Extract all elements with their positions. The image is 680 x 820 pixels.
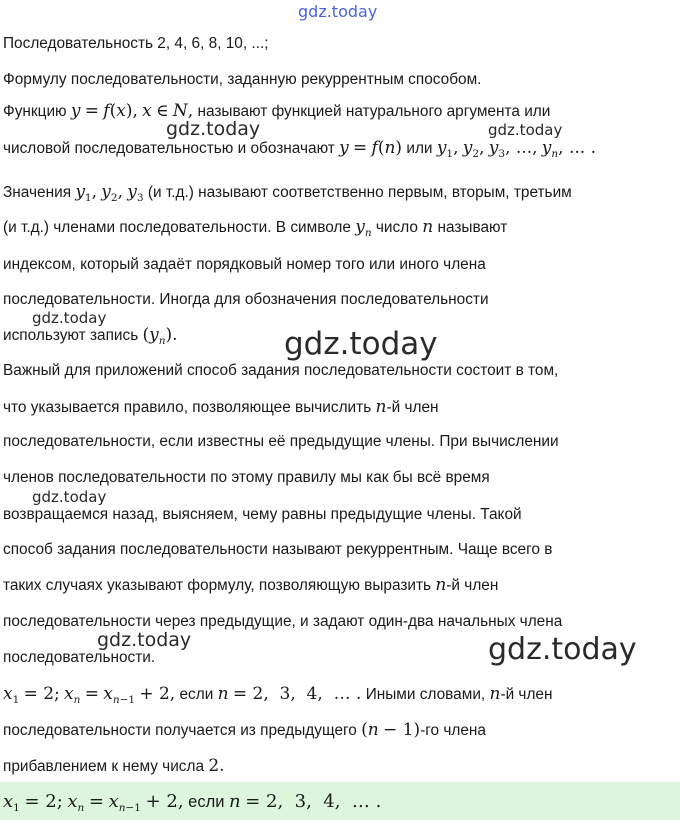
- text: число: [375, 219, 418, 236]
- text: -й член: [386, 399, 439, 416]
- line-11: что указывается правило, позволяющее вычислить n-й член: [3, 397, 439, 417]
- watermark: gdz.today: [32, 488, 107, 506]
- text: -й член: [446, 577, 499, 594]
- text: Иными словами,: [365, 686, 486, 703]
- text: Значения: [3, 184, 72, 201]
- line-1: [3, 34, 269, 54]
- text: последовательности, если известны её предыдущие члены. При вычислении: [3, 433, 559, 450]
- text: (и т.д.) членами последовательности. В символе: [3, 219, 351, 236]
- text: возвращаемся назад, выясняем, чему равны предыдущие члены. Такой: [3, 506, 522, 523]
- text: последовательности. Иногда для обозначения последовательности: [3, 291, 489, 308]
- line-2: [3, 70, 481, 90]
- text: используют запись: [3, 327, 139, 344]
- text: называют функцией натурального аргумента или: [197, 103, 551, 120]
- answer-line: $x_1 = 2$; $x_n = x_{n-1} + 2$, если n = 2, 3, 4, … .: [3, 791, 382, 814]
- text: -й член: [500, 686, 553, 703]
- text: если: [179, 686, 214, 703]
- text: называют: [437, 219, 508, 236]
- watermark-large: gdz.today: [488, 632, 637, 667]
- line-20: последовательности получается из предыдущего (n − 1)-го члена: [3, 720, 486, 740]
- line-19: $x_1 = 2$; $x_n = x_{n-1} + 2$, если n = 2, 3, 4, … . Иными словами, n-й член: [3, 684, 553, 706]
- line-15: [3, 540, 552, 560]
- line-8: [3, 290, 489, 310]
- text: что указывается правило, позволяющее вычислить: [3, 399, 372, 416]
- watermark: gdz.today: [488, 121, 563, 139]
- text: Функцию: [3, 103, 67, 120]
- text: прибавлением к нему числа: [3, 758, 205, 775]
- line-4: числовой последовательностью и обозначают y = f(n) или $y_1$, $y_2$, $y_3$, ..., $y_n$, ... .: [3, 138, 596, 160]
- line-14: [3, 505, 522, 525]
- watermark: gdz.today: [97, 629, 192, 651]
- line-3: Функцию y = f(x), x ∈ N, называют функцией натурального аргумента или: [3, 101, 551, 121]
- text: способ задания последовательности называют рекуррентным. Чаще всего в: [3, 541, 553, 558]
- text: последовательности получается из предыдущего: [3, 722, 357, 739]
- line-7: [3, 255, 486, 275]
- text: последовательности.: [3, 649, 156, 666]
- line-16: таких случаях указывают формулу, позволяющую выразить n-й член: [3, 575, 499, 595]
- sequence-example: Последовательность 2, 4, 6, 8, 10, ...;: [3, 35, 269, 52]
- text: если: [188, 793, 225, 811]
- line-13: [3, 468, 490, 488]
- text: Важный для приложений способ задания последовательности состоит в том,: [3, 362, 559, 379]
- recurrent-heading: Формулу последовательности, заданную рекуррентным способом.: [3, 71, 482, 88]
- line-5: Значения $y_1$, $y_2$, $y_3$ (и т.д.) называют соответственно первым, вторым, третьим: [3, 182, 572, 204]
- line-12: [3, 432, 559, 452]
- line-6: (и т.д.) членами последовательности. В символе $y_n$ число n называют: [3, 217, 508, 239]
- text: членов последовательности по этому правилу мы как бы всё время: [3, 469, 490, 486]
- text: таких случаях указывают формулу, позволяющую выразить: [3, 577, 432, 594]
- line-21: прибавлением к нему числа 2.: [3, 756, 225, 776]
- text: числовой последовательностью и обозначают: [3, 140, 335, 157]
- text: (и т.д.) называют соответственно первым, вторым, третьим: [147, 184, 572, 201]
- watermark: gdz.today: [166, 118, 261, 140]
- formula-function: y: [70, 101, 81, 121]
- watermark-large: gdz.today: [284, 326, 438, 362]
- line-17: [3, 612, 562, 632]
- watermark-top: gdz.today: [298, 2, 378, 21]
- line-9: используют запись $(y_n)$.: [3, 325, 178, 347]
- line-18: [3, 648, 155, 668]
- text: индексом, который задаёт порядковый номер того или иного члена: [3, 256, 486, 273]
- line-10: [3, 361, 558, 381]
- formula-notation: y: [339, 138, 349, 158]
- text: последовательности через предыдущие, и задают один-два начальных члена: [3, 613, 563, 630]
- text: -го члена: [420, 722, 486, 739]
- text: или: [406, 140, 433, 157]
- watermark: gdz.today: [32, 309, 107, 327]
